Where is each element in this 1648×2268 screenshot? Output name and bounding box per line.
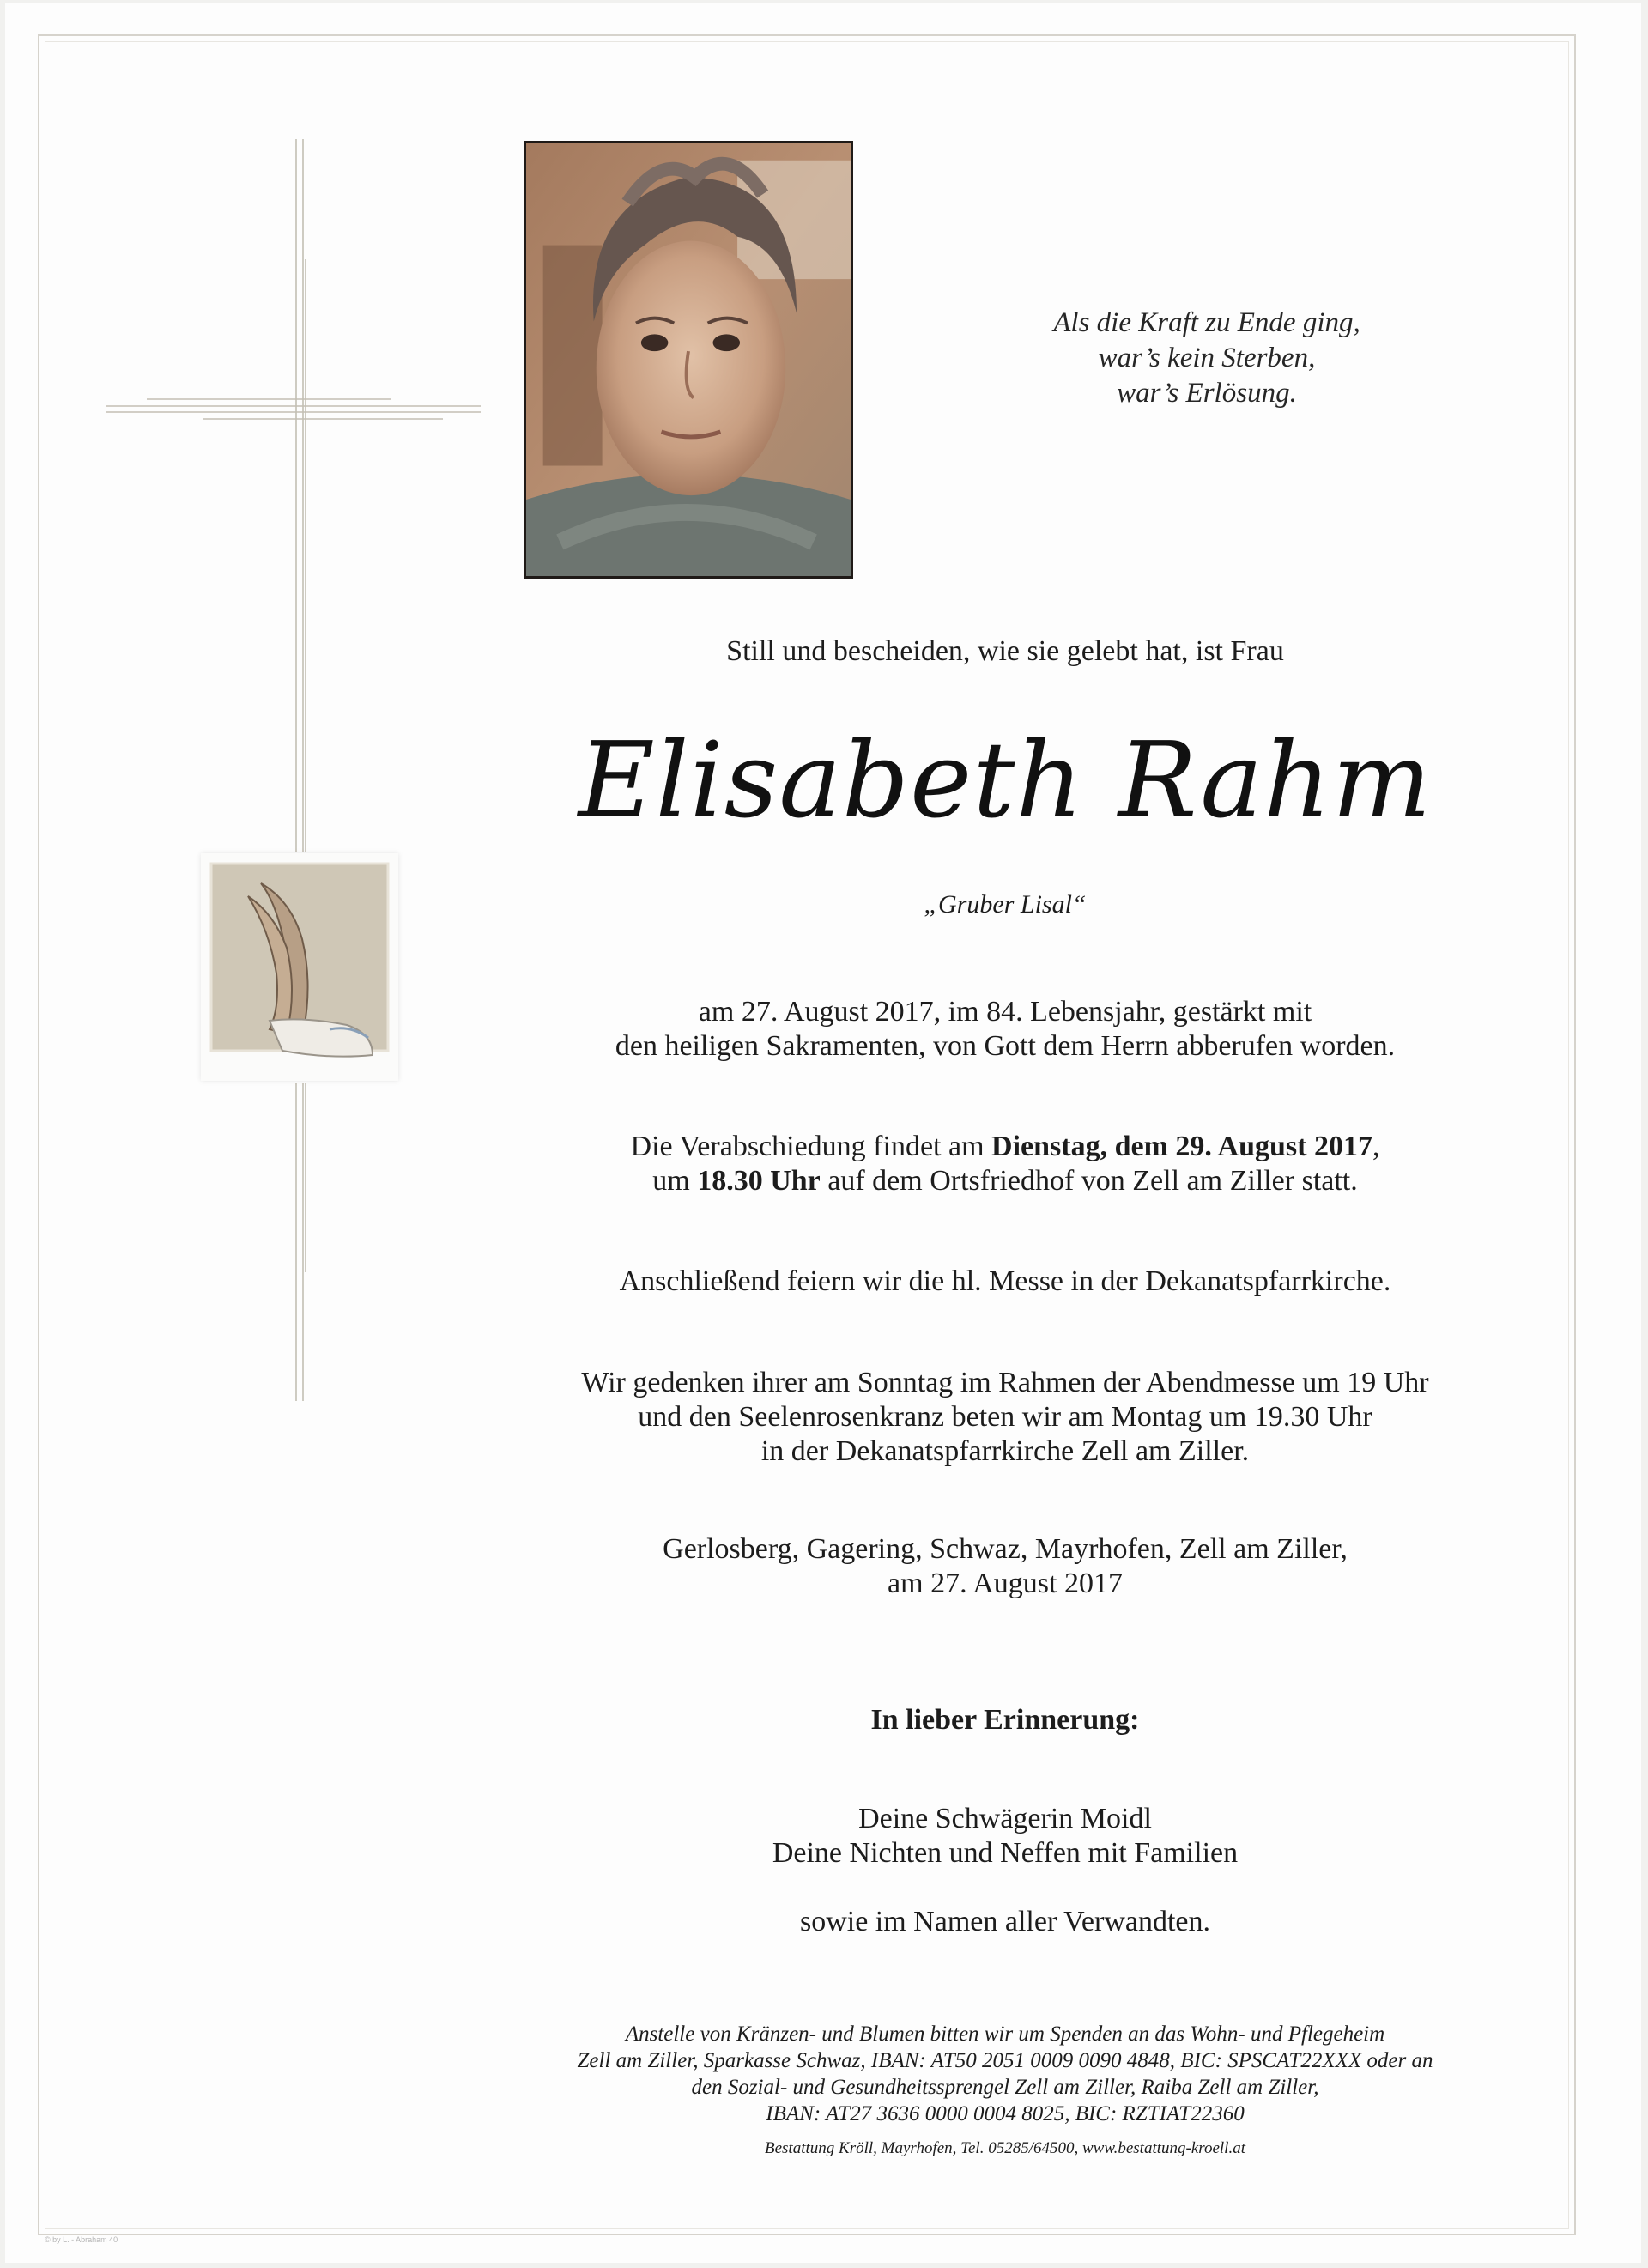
death-notice — [486, 995, 1524, 1064]
donation-line: Zell am Ziller, Sparkasse Schwaz, IBAN: AT50 2051 0009 0090 4848, BIC: SPSCAT22XXX oder an — [577, 2049, 1433, 2072]
date-line: am 27. August 2017 — [888, 1568, 1123, 1599]
remembrance-notice — [486, 1366, 1524, 1469]
cross-icon — [100, 139, 486, 1410]
farewell-time: 18.30 Uhr — [697, 1165, 821, 1197]
donation-line: Anstelle von Kränzen- und Blumen bitten wir um Spenden an das Wohn- und Pflegeheim — [625, 2022, 1385, 2046]
portrait-photo — [524, 141, 853, 579]
quote — [949, 306, 1464, 411]
farewell-text: , — [1372, 1131, 1380, 1162]
place-date — [486, 1532, 1524, 1601]
praying-hands-icon — [201, 853, 398, 1081]
remembrance-line: und den Seelenrosenkranz beten wir am Montag um 19.30 Uhr — [638, 1401, 1372, 1433]
deceased-nickname: „Gruber Lisal“ — [924, 890, 1087, 919]
mass-notice: Anschließend feiern wir die hl. Messe in der Dekanatspfarrkirche. — [619, 1265, 1391, 1297]
donation-line: den Sozial- und Gesundheitssprengel Zell am Ziller, Raiba Zell am Ziller, — [691, 2076, 1319, 2099]
farewell-notice — [486, 1130, 1524, 1198]
quote-line: war’s Erlösung. — [1117, 378, 1297, 409]
farewell-text: Die Verabschiedung findet am — [630, 1131, 992, 1162]
farewell-text: auf dem Ortsfriedhof von Zell am Ziller statt. — [820, 1165, 1358, 1197]
death-notice-line: den heiligen Sakramenten, von Gott dem Herrn abberufen worden. — [615, 1030, 1396, 1062]
memory-heading: In lieber Erinnerung: — [870, 1704, 1140, 1736]
place-line: Gerlosberg, Gagering, Schwaz, Mayrhofen, Zell am Ziller, — [663, 1533, 1348, 1565]
mourner-line: Deine Schwägerin Moidl — [858, 1803, 1152, 1834]
farewell-text: um — [652, 1165, 698, 1197]
intro-text: Still und bescheiden, wie sie gelebt hat, ist Frau — [726, 635, 1284, 667]
farewell-line-1 — [486, 1130, 1524, 1164]
quote-line: war’s kein Sterben, — [1098, 343, 1316, 373]
deceased-name: Elisabeth Rahm — [578, 719, 1433, 841]
obituary-sheet — [5, 3, 1641, 2263]
donation-line: IBAN: AT27 3636 0000 0004 8025, BIC: RZTIAT22360 — [766, 2102, 1245, 2125]
donation-notice — [486, 2021, 1524, 2127]
quote-line: Als die Kraft zu Ende ging, — [1053, 307, 1360, 338]
farewell-line-2 — [486, 1164, 1524, 1198]
mourner-line: Deine Nichten und Neffen mit Familien — [772, 1837, 1239, 1869]
copyright-note: © by L. - Abraham 40 — [45, 2235, 118, 2244]
undertaker-info: Bestattung Kröll, Mayrhofen, Tel. 05285/64500, www.bestattung-kroell.at — [765, 2139, 1245, 2157]
mourners — [486, 1802, 1524, 1871]
mourners-closing: sowie im Namen aller Verwandten. — [799, 1906, 1211, 1938]
death-notice-line: am 27. August 2017, im 84. Lebensjahr, gestärkt mit — [698, 996, 1312, 1028]
remembrance-line: Wir gedenken ihrer am Sonntag im Rahmen der Abendmesse um 19 Uhr — [581, 1367, 1429, 1398]
remembrance-line: in der Dekanatspfarrkirche Zell am Ziller. — [760, 1435, 1250, 1467]
farewell-date: Dienstag, dem 29. August 2017 — [991, 1131, 1372, 1162]
